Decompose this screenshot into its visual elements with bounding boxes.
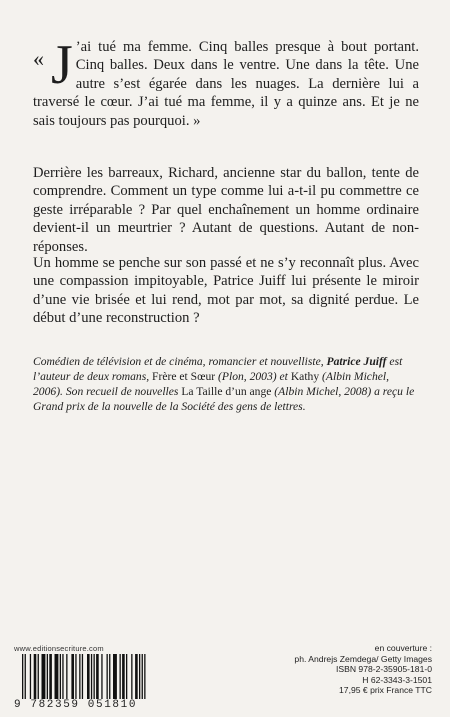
drop-cap: J (51, 34, 73, 96)
isbn-line: ISBN 978-2-35905-181-0 (335, 664, 432, 675)
barcode-bar (101, 654, 102, 699)
barcode-bar (107, 654, 108, 699)
credit-line: ph. Andrejs Zemdega/ Getty Images (294, 653, 432, 664)
barcode-bar (126, 654, 127, 699)
barcode-bar (142, 654, 143, 699)
barcode-bar (66, 654, 67, 699)
barcode-bar (30, 654, 31, 699)
bio-text: Comédien de télévision et de cinéma, romancier et nouvelliste, (33, 355, 327, 368)
publisher-website: www.editionsecriture.com (14, 644, 104, 653)
code-line: H 62-3343-3-1501 (362, 674, 432, 685)
barcode-bar (91, 654, 92, 699)
book-title: La Taille d’un ange (181, 385, 272, 398)
open-quote-mark: « (33, 46, 44, 71)
cover-credits (294, 643, 432, 696)
barcode-bar (96, 654, 99, 699)
quote-text: ’ai tué ma femme. Cinq balles presque à bout portant. Cinq balles. Deux dans le ventre. Une dans la tête. Une autre s’est égarée dans les nuages. La dernière lui a traversé le cœur. J’ai tué ma femme, il y a quinze ans. Et je ne sais toujours pas pourquoi. » (33, 39, 419, 129)
book-title: Frère et Sœur (152, 370, 216, 383)
summary-paragraph-2: Un homme se penche sur son passé et ne s’y reconnaît plus. Avec une compassion impitoyable, Patrice Juiff lui présente le miroir d’une vie brisée et lui rend, mot par mot, sa dignité perdue. Le début d’une reconstruction ? (33, 255, 419, 327)
author-bio (33, 354, 419, 414)
barcode-bar (22, 654, 23, 699)
barcode-bar (109, 654, 110, 699)
barcode-bar (79, 654, 80, 699)
bio-text: (Albin Michel, 2006). Son recueil de nouvelles (33, 370, 390, 398)
isbn-barcode (14, 654, 184, 699)
barcode-bar (94, 654, 95, 699)
barcode-bar (87, 654, 90, 699)
barcode-number: 9 782359 051810 (14, 699, 138, 711)
barcode-bar (55, 654, 59, 699)
barcode-bar (71, 654, 74, 699)
barcode-bar (120, 654, 121, 699)
credit-line: en couverture : (374, 643, 432, 653)
barcode-bar (42, 654, 46, 699)
barcode-bar (82, 654, 83, 699)
barcode-bar (25, 654, 26, 699)
bio-text: (Albin Michel, 2008) a reçu le Grand prix de la nouvelle de la Société des gens de lettres. (33, 385, 415, 413)
barcode-bar (49, 654, 52, 699)
opening-quote (33, 34, 419, 130)
price-line: 17,95 € prix France TTC (339, 685, 432, 696)
barcode-bar (75, 654, 76, 699)
barcode-bar (135, 654, 138, 699)
barcode-bar (131, 654, 132, 699)
author-name: Patrice Juiff (326, 355, 387, 368)
summary-paragraph-1: Derrière les barreaux, Richard, ancienne star du ballon, tente de comprendre. Comment un type comme lui a-t-il pu commettre ce geste irréparable ? Par quel enchaînement un homme ordinaire devient-il un meurtrier ? Autant de questions. Autant de non-réponses. (33, 165, 419, 255)
barcode-bar (34, 654, 37, 699)
book-title: Kathy (290, 370, 320, 383)
barcode-bar (139, 654, 140, 699)
barcode-bar (144, 654, 145, 699)
barcode-bar (60, 654, 61, 699)
barcode-bar (113, 654, 117, 699)
barcode-bar (122, 654, 125, 699)
barcode-bar (38, 654, 39, 699)
bio-text: est l’auteur de deux romans, (33, 355, 403, 383)
barcode-bar (47, 654, 48, 699)
barcode-bar (62, 654, 63, 699)
bio-text: (Plon, 2003) et (215, 370, 291, 383)
